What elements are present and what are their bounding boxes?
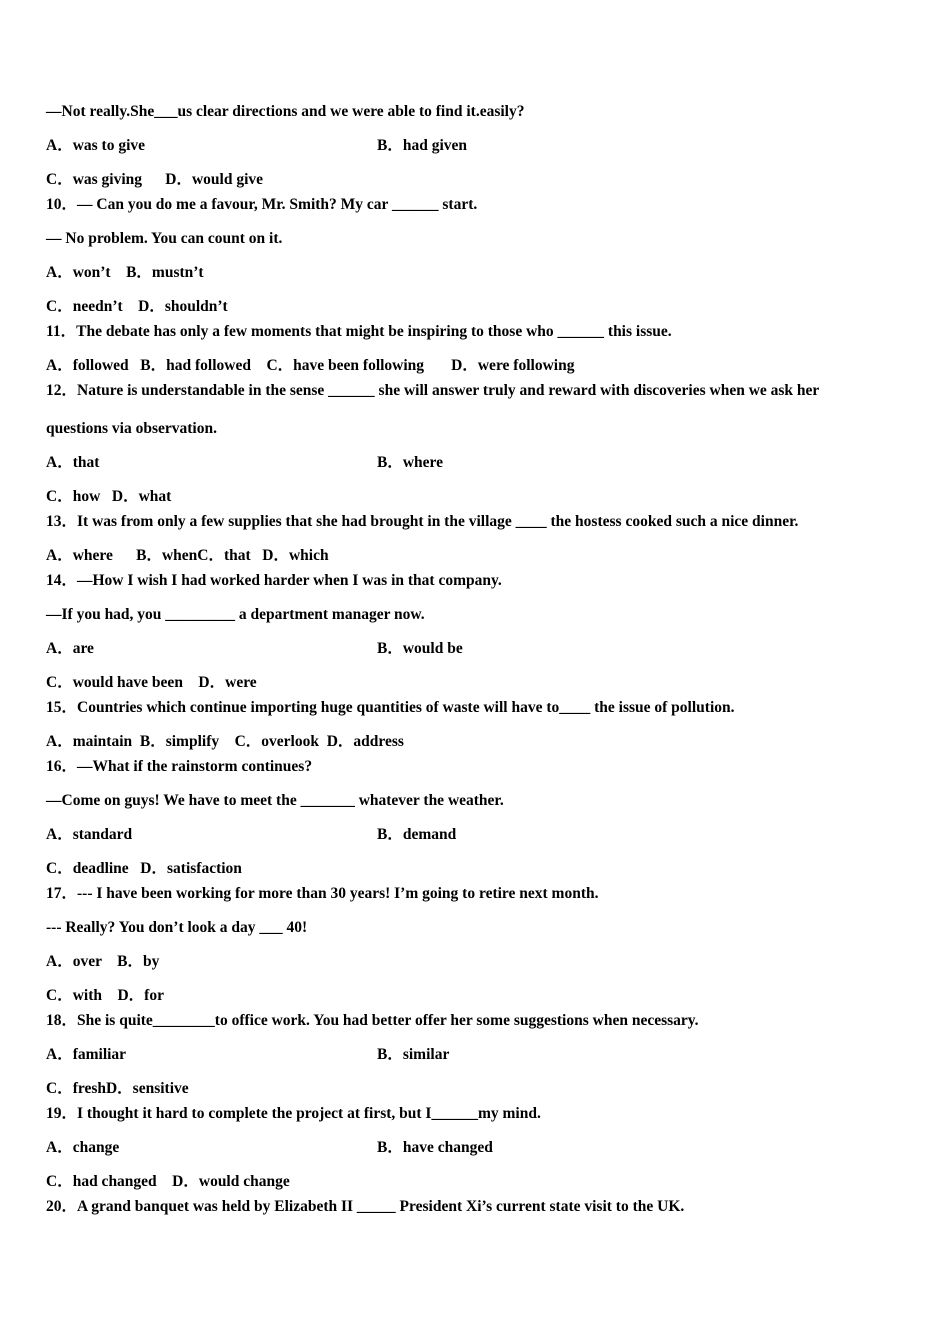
- q12-option-b: B．where: [377, 454, 444, 471]
- q16-option-b: B．demand: [377, 826, 457, 843]
- q13-question: 13．It was from only a few supplies that she had brought in the village ____ the hostess cooked such a nice dinner.: [46, 513, 799, 530]
- q20-question: 20．A grand banquet was held by Elizabeth II _____ President Xi’s current state visit to the UK.: [46, 1198, 685, 1215]
- q17-question: 17．--- I have been working for more than 30 years! I’m going to retire next month.: [46, 885, 599, 902]
- q11-question: 11．The debate has only a few moments that might be inspiring to those who ______ this issue.: [46, 323, 672, 340]
- q18-option-b: B．similar: [377, 1046, 450, 1063]
- q10-options-cd: C．needn’t D．shouldn’t: [46, 298, 228, 315]
- q14-dialogue-line: —If you had, you _________ a department manager now.: [46, 606, 425, 623]
- q16-dialogue-line: —Come on guys! We have to meet the _______ whatever the weather.: [46, 792, 504, 809]
- q18-options-cd: C．freshD．sensitive: [46, 1080, 189, 1097]
- q10-question: 10．— Can you do me a favour, Mr. Smith? My car ______ start.: [46, 196, 478, 213]
- q14-options-cd: C．would have been D．were: [46, 674, 257, 691]
- q17-options-cd: C．with D．for: [46, 987, 164, 1004]
- q10-options-ab: A．won’t B．mustn’t: [46, 264, 204, 281]
- q12-options-cd: C．how D．what: [46, 488, 172, 505]
- q19-question: 19．I thought it hard to complete the project at first, but I______my mind.: [46, 1105, 541, 1122]
- q19-option-a: A．change: [46, 1139, 120, 1156]
- q18-option-a: A．familiar: [46, 1046, 127, 1063]
- q18-question: 18．She is quite________to office work. You had better offer her some suggestions when necessary.: [46, 1012, 699, 1029]
- q19-option-b: B．have changed: [377, 1139, 493, 1156]
- q12-question: 12．Nature is understandable in the sense ______ she will answer truly and reward with discoveries when we ask her: [46, 382, 820, 399]
- q9-option-a: A．was to give: [46, 137, 146, 154]
- q17-options-ab: A．over B．by: [46, 953, 160, 970]
- q15-question: 15．Countries which continue importing huge quantities of waste will have to____ the issue of pollution.: [46, 699, 735, 716]
- q19-options-cd: C．had changed D．would change: [46, 1173, 290, 1190]
- q11-options: A．followed B．had followed C．have been following D．were following: [46, 357, 575, 374]
- q17-dialogue-line: --- Really? You don’t look a day ___ 40!: [46, 919, 308, 936]
- q16-option-a: A．standard: [46, 826, 133, 843]
- q9-options-cd: C．was giving D．would give: [46, 171, 264, 188]
- q13-options: A．where B．whenC．that D．which: [46, 547, 329, 564]
- q15-options: A．maintain B．simplify C．overlook D．address: [46, 733, 404, 750]
- q16-question: 16．—What if the rainstorm continues?: [46, 758, 313, 775]
- q9-option-b: B．had given: [377, 137, 468, 154]
- q16-options-cd: C．deadline D．satisfaction: [46, 860, 242, 877]
- q9-dialogue-line: —Not really.She___us clear directions and we were able to find it.easily?: [46, 103, 525, 120]
- q14-question: 14．—How I wish I had worked harder when I was in that company.: [46, 572, 502, 589]
- q12-option-a: A．that: [46, 454, 100, 471]
- q12-question-cont: questions via observation.: [46, 420, 217, 437]
- q14-option-a: A．are: [46, 640, 94, 657]
- q14-option-b: B．would be: [377, 640, 463, 657]
- q10-dialogue-line: — No problem. You can count on it.: [46, 230, 283, 247]
